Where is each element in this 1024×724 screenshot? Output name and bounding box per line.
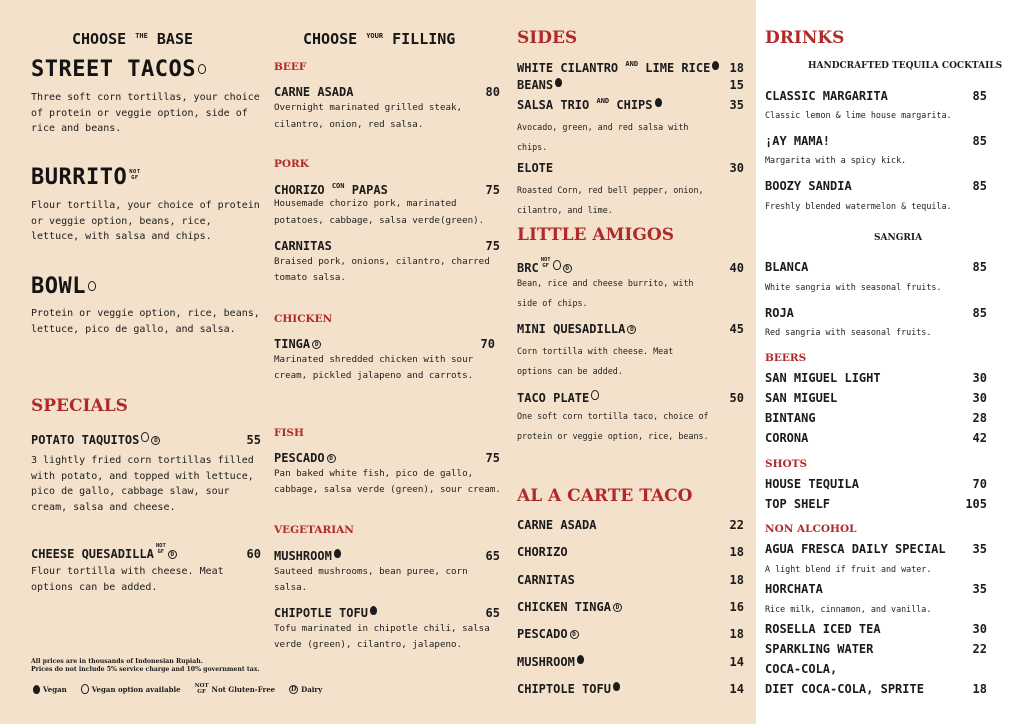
cheese-quesadilla-description: Flour tortilla with cheese. Meat options can be added. (31, 566, 224, 593)
item-price: 18 (729, 61, 744, 75)
item-name: BOWL (31, 274, 86, 299)
item-name-text: CORONA (765, 431, 809, 445)
al-a-carte-title: AL A CARTE TACO (517, 486, 693, 506)
dairy-d-icon: D (168, 550, 177, 559)
heading-word: CHOOSE (72, 30, 127, 48)
item-price: 65 (485, 549, 500, 563)
item-name (765, 497, 830, 511)
item-name (274, 451, 336, 465)
beef-title: BEEF (274, 61, 307, 73)
item-name (517, 97, 662, 112)
bowl-description: Protein or veggie option, rice, beans, lettuce, pico de gallo, and salsa. (31, 308, 260, 335)
item-name-text: CHORIZO (274, 183, 325, 197)
little-amigos-title: LITTLE AMIGOS (517, 225, 674, 245)
price-row (517, 627, 744, 641)
vegan-option-leaf-icon (591, 390, 599, 400)
item-price: 65 (485, 606, 500, 620)
tag-line: GF (542, 263, 549, 269)
ay-mama-row (765, 134, 987, 148)
potato-taquitos-row (31, 432, 261, 447)
street-tacos-title (31, 57, 206, 82)
beers-title: BEERS (765, 352, 807, 364)
blanca-description: White sangria with seasonal fruits. (765, 282, 942, 292)
vegan-option-leaf-icon (141, 432, 149, 442)
diet-coca-cola-sprite-row (765, 682, 987, 696)
item-name: BURRITO (31, 165, 128, 190)
item-name: ROJA (765, 306, 794, 320)
item-price: 30 (729, 161, 744, 175)
tag-line: NOT (155, 543, 166, 549)
brc-row (517, 257, 744, 275)
heading-word: BASE (156, 30, 194, 48)
dairy-d-icon: D (627, 325, 636, 334)
item-name-text: CARNITAS (517, 572, 575, 587)
price-row (765, 431, 987, 445)
item-price: 60 (246, 547, 261, 561)
item-name-text: MUSHROOM (517, 654, 575, 669)
item-price: 35 (972, 582, 987, 596)
price-row (517, 655, 744, 669)
base-and-specials-column (31, 0, 261, 724)
item-name-sup: AND (625, 60, 639, 68)
item-price: 40 (729, 261, 744, 275)
carne-asada-description: Overnight marinated grilled steak, cilantro, onion, red salsa. (274, 102, 463, 130)
burrito-description: Flour tortilla, your choice of protein or veggie option, beans, rice, lettuce, with salsa and chips. (31, 200, 260, 243)
filling-heading (303, 30, 455, 48)
non-alcohol-title: NON ALCOHOL (765, 523, 857, 535)
bowl-title (31, 274, 96, 299)
not-gf-tag (195, 683, 209, 695)
classic-margarita-description: Classic lemon & lime house margarita. (765, 110, 952, 120)
item-name (517, 682, 620, 696)
street-tacos-description: Three soft corn tortillas, your choice of protein or veggie option, side of rice and beans. (31, 92, 260, 135)
rosella-row (765, 622, 987, 636)
boozy-sandia-row (765, 179, 987, 193)
item-name: COCA-COLA, (765, 662, 838, 676)
item-price: 105 (965, 497, 987, 511)
price-row (517, 518, 744, 532)
chipotle-tofu-description: Tofu marinated in chipotle chili, salsa verde (green), cilantro, jalapeno. (274, 623, 490, 650)
item-name-text: TINGA (274, 337, 311, 351)
price-row (765, 411, 987, 425)
item-name: DIET COCA-COLA, SPRITE (765, 682, 924, 696)
fish-title: FISH (274, 427, 304, 439)
item-price: 42 (972, 431, 987, 445)
filling-column (274, 0, 500, 724)
mini-quesadilla-row (517, 322, 744, 336)
item-name (517, 600, 622, 614)
item-name-text: BEANS (517, 78, 554, 92)
mushroom-description: Sauteed mushrooms, bean puree, corn salsa. (274, 566, 468, 593)
price-row (517, 573, 744, 587)
price-row (517, 682, 744, 696)
item-name: HORCHATA (765, 582, 823, 596)
horchata-description: Rice milk, cinnamon, and vanilla. (765, 604, 932, 614)
item-name (517, 257, 572, 275)
vegan-leaf-icon (613, 682, 620, 691)
vegan-option-leaf-icon (88, 281, 96, 291)
item-price: 35 (972, 542, 987, 556)
item-price: 85 (972, 260, 987, 274)
price-row (765, 497, 987, 511)
sangria-title: SANGRIA (874, 233, 923, 243)
heading-word: FILLING (392, 30, 456, 48)
item-name (517, 573, 575, 587)
dairy-d-icon: D (291, 685, 297, 693)
tag-line: NOT (129, 169, 141, 175)
sides-column (517, 0, 744, 724)
item-name (517, 655, 584, 669)
pescado-row (274, 451, 500, 465)
item-name: ELOTE (517, 161, 554, 175)
cheese-quesadilla-row (31, 543, 261, 561)
item-name-text: MINI QUESADILLA (517, 322, 626, 336)
item-name-text: PAPAS (351, 183, 388, 197)
vegan-leaf-icon (370, 606, 377, 615)
item-name-text: HOUSE TEQUILA (765, 477, 859, 491)
vegan-leaf-icon (577, 655, 584, 664)
not-gf-tag (541, 257, 551, 269)
item-price: 16 (729, 599, 744, 614)
vegan-option-leaf-icon (553, 260, 561, 270)
tag-line: NOT (194, 683, 209, 689)
item-price: 22 (972, 642, 987, 656)
tag-line: NOT (540, 257, 551, 263)
item-name (517, 322, 636, 336)
item-price: 30 (972, 391, 987, 405)
vegan-leaf-icon (555, 78, 562, 87)
taco-plate-description: One soft corn tortilla taco, choice of protein or veggie option, rice, beans. (517, 411, 709, 441)
item-name (765, 411, 816, 425)
item-price: 85 (972, 179, 987, 193)
item-name: AGUA FRESCA DAILY SPECIAL (765, 542, 946, 556)
item-name (274, 337, 321, 351)
dairy-d-icon: D (563, 264, 572, 273)
item-price: 30 (972, 371, 987, 385)
item-price: 18 (729, 627, 744, 642)
item-name-text: CHORIZO (517, 545, 568, 560)
item-price: 18 (729, 572, 744, 587)
item-name (274, 182, 388, 197)
mini-quesadilla-description: Corn tortilla with cheese. Meat options can be added. (517, 346, 674, 376)
chorizo-con-papas-row (274, 182, 500, 197)
item-name: CARNE ASADA (274, 85, 354, 99)
dairy-d-icon: D (312, 340, 321, 349)
chicken-title: CHICKEN (274, 313, 333, 325)
mushroom-row (274, 549, 500, 563)
item-name: BOOZY SANDIA (765, 179, 852, 193)
item-name-text: CHEESE QUESADILLA (31, 547, 154, 561)
item-name (517, 627, 579, 641)
item-price: 28 (972, 411, 987, 425)
heading-word: CHOOSE (303, 30, 358, 48)
item-price: 85 (972, 89, 987, 103)
white-rice-row (517, 60, 744, 75)
price-row (517, 600, 744, 614)
item-name: ROSELLA ICED TEA (765, 622, 881, 636)
item-name (517, 518, 596, 532)
dairy-d-icon: D (327, 454, 336, 463)
item-name-text: LIME RICE (645, 61, 711, 75)
tag-line: GF (197, 689, 206, 695)
base-heading (72, 30, 193, 48)
salsa-trio-row (517, 97, 744, 112)
item-name-text: CHIPTOLE TOFU (517, 681, 611, 696)
price-row (765, 477, 987, 491)
item-name (765, 431, 808, 445)
item-name-text: BRC (517, 261, 539, 275)
ay-mama-description: Margarita with a spicy kick. (765, 155, 907, 165)
elote-row (517, 161, 744, 175)
coca-cola-row (765, 662, 987, 676)
price-row (517, 545, 744, 559)
pork-title: PORK (274, 158, 309, 170)
item-name-text: SAN MIGUEL LIGHT (765, 371, 881, 385)
sparkling-water-row (765, 642, 987, 656)
roja-row (765, 306, 987, 320)
legend-vegan: Vegan (43, 684, 67, 694)
item-name: BLANCA (765, 260, 809, 274)
not-gf-tag (156, 543, 166, 555)
item-price: 55 (246, 433, 261, 447)
item-name (517, 390, 599, 405)
item-price: 45 (729, 322, 744, 336)
classic-margarita-row (765, 89, 987, 103)
item-name-text: CHIPOTLE TOFU (274, 606, 368, 620)
agua-fresca-description: A light blend if fruit and water. (765, 564, 932, 574)
carnitas-description: Braised pork, onions, cilantro, charred tomato salsa. (274, 256, 490, 283)
item-price: 85 (972, 306, 987, 320)
item-name (765, 477, 859, 491)
item-name: STREET TACOS (31, 57, 196, 82)
specials-title: SPECIALS (31, 396, 128, 416)
legend-vegan-option: Vegan option available (91, 684, 181, 694)
tinga-description: Marinated shredded chicken with sour cream, pickled jalapeno and carrots. (274, 354, 474, 381)
item-name (274, 549, 341, 563)
not-gf-tag (129, 169, 140, 181)
item-price: 80 (485, 85, 500, 99)
chipotle-tofu-row (274, 606, 500, 620)
heading-sup: THE (135, 32, 148, 40)
horchata-row (765, 582, 987, 596)
carne-asada-row (274, 85, 500, 99)
tag-line: GF (157, 549, 165, 555)
item-price: 75 (485, 183, 500, 197)
item-name-text: PESCADO (517, 627, 568, 642)
carnitas-row (274, 239, 500, 253)
legend-not-gf: Not Gluten-Free (211, 684, 276, 694)
vegan-option-leaf-icon (198, 64, 206, 74)
vegetarian-title: VEGETARIAN (274, 524, 354, 536)
cocktails-title: HANDCRAFTED TEQUILA COCKTAILS (808, 61, 1003, 71)
item-name-text: TOP SHELF (765, 497, 831, 511)
item-name (517, 60, 719, 75)
item-name-text: MUSHROOM (274, 549, 332, 563)
item-name: CARNITAS (274, 239, 332, 253)
agua-fresca-row (765, 542, 987, 556)
item-price: 14 (729, 654, 744, 669)
item-name (31, 543, 177, 561)
item-price: 18 (972, 682, 987, 696)
item-price: 22 (729, 518, 744, 532)
item-name-text: WHITE CILANTRO (517, 61, 619, 75)
brc-description: Bean, rice and cheese burrito, with side of chips. (517, 278, 694, 308)
potato-taquitos-description: 3 lightly fried corn tortillas filled with potato, and topped with lettuce, pico de gallo, cabbage slaw, sour cream, salsa and cheese. (31, 455, 254, 514)
item-price: 35 (729, 98, 744, 112)
chorizo-con-papas-description: Housemade chorizo pork, marinated potatoes, cabbage, salsa verde(green). (274, 198, 485, 226)
item-price: 50 (729, 391, 744, 405)
item-price: 70 (480, 337, 495, 351)
boozy-sandia-description: Freshly blended watermelon & tequila. (765, 201, 952, 211)
item-price: 30 (972, 622, 987, 636)
item-price: 18 (729, 545, 744, 560)
item-name-text: PESCADO (274, 451, 325, 465)
item-name-text: BINTANG (765, 411, 816, 425)
roja-description: Red sangria with seasonal fruits. (765, 327, 932, 337)
taco-plate-row (517, 390, 744, 405)
item-name-text: POTATO TAQUITOS (31, 433, 140, 447)
salsa-trio-description: Avocado, green, and red salsa with chips. (517, 122, 689, 152)
dairy-d-icon: D (570, 630, 579, 639)
item-name-text: SAN MIGUEL (765, 391, 838, 405)
footnote-line2: Prices do not include 5% service charge and 10% government tax. (31, 666, 260, 673)
item-name (765, 391, 837, 405)
item-price: 14 (729, 681, 744, 696)
heading-sup: YOUR (366, 32, 384, 40)
item-name: CLASSIC MARGARITA (765, 89, 888, 103)
legend-dairy: Dairy (301, 684, 323, 694)
item-price: 15 (729, 78, 744, 92)
dairy-d-icon: D (151, 436, 160, 445)
price-row (765, 371, 987, 385)
drinks-column (765, 0, 1003, 724)
vegan-leaf-icon (334, 549, 341, 558)
drinks-title: DRINKS (765, 28, 845, 48)
item-name (765, 371, 881, 385)
footnote-line1: All prices are in thousands of Indonesian Rupiah. (31, 658, 203, 665)
beans-row (517, 78, 744, 92)
tag-line: GF (131, 175, 139, 181)
vegan-leaf-icon (712, 61, 719, 70)
burrito-title (31, 165, 141, 190)
item-name (31, 432, 160, 447)
price-row (765, 391, 987, 405)
dairy-d-icon: D (613, 603, 622, 612)
item-name-text: SALSA TRIO (517, 98, 590, 112)
shots-title: SHOTS (765, 458, 808, 470)
item-name: SPARKLING WATER (765, 642, 874, 656)
item-price: 70 (972, 477, 987, 491)
item-name (517, 78, 562, 92)
item-name-sup: CON (331, 182, 345, 190)
pescado-description: Pan baked white fish, pico de gallo, cabbage, salsa verde (green), sour cream. (274, 468, 501, 495)
item-name: ¡AY MAMA! (765, 134, 831, 148)
vegan-leaf-icon (655, 98, 662, 107)
blanca-row (765, 260, 987, 274)
item-name-text: CHICKEN TINGA (517, 599, 611, 614)
item-price: 75 (485, 239, 500, 253)
vegan-option-leaf-icon (81, 684, 89, 694)
tinga-row (274, 337, 495, 351)
item-name-text: TACO PLATE (517, 391, 590, 405)
item-price: 85 (972, 134, 987, 148)
vegan-leaf-icon (33, 685, 40, 694)
sides-title: SIDES (517, 28, 578, 48)
elote-description: Roasted Corn, red bell pepper, onion, cilantro, and lime. (517, 185, 704, 215)
item-name-sup: AND (596, 97, 610, 105)
item-name-text: CHIPS (616, 98, 653, 112)
item-name (517, 545, 568, 559)
item-name-text: CARNE ASADA (517, 518, 597, 532)
item-name (274, 606, 377, 620)
item-price: 75 (485, 451, 500, 465)
